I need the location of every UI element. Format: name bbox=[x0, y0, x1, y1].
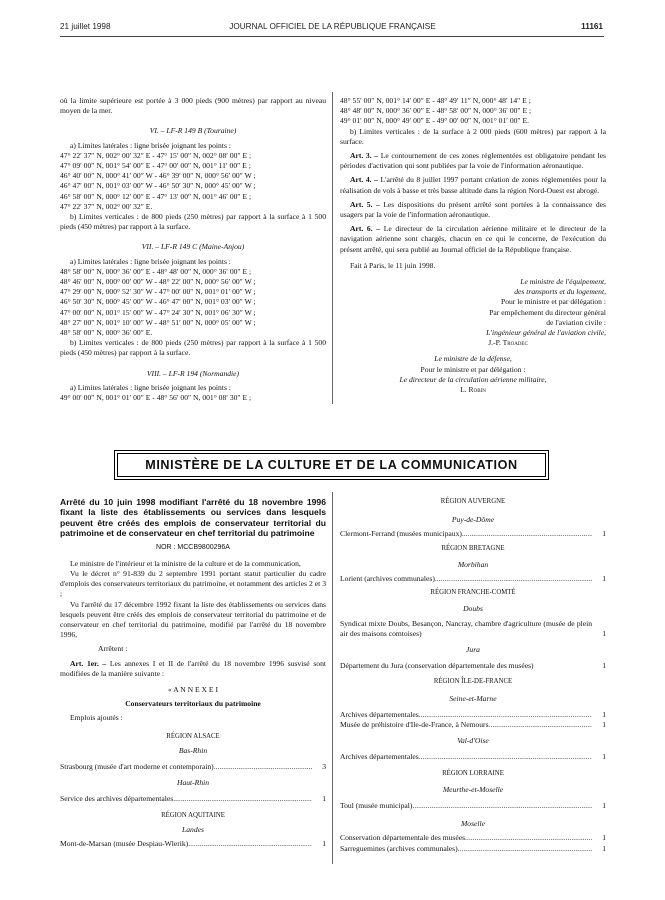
zone-vi-title: VI. – LF-R 149 B (Touraine) bbox=[149, 126, 237, 136]
zone-viii-coord: 49° 01′ 00″ N, 000° 49′ 00″ E - 49° 00′ 00″ N, 001° 01′ 00″ E. bbox=[340, 116, 530, 126]
item-count: 1 bbox=[602, 529, 606, 539]
preamble-ministers: Le ministre de l'intérieur et la ministre de la culture et de la communication, bbox=[70, 558, 301, 568]
item-count: 1 bbox=[322, 794, 326, 804]
item-label: Clermont-Ferrand (musées municipaux) bbox=[340, 529, 462, 539]
zone-viii-coord: 48° 55′ 00″ N, 001° 14′ 00″ E - 48° 49′ 11″ N, 000° 48′ 14″ E ; bbox=[340, 96, 531, 105]
dot-leader bbox=[435, 574, 592, 584]
zone-vii-coord: 47° 29′ 00″ N, 000° 52′ 30″ W - 47° 00′ 00″ N, 001° 01′ 00″ W ; bbox=[60, 287, 256, 297]
ministry-banner bbox=[117, 453, 546, 477]
dot-leader bbox=[465, 833, 592, 843]
departement-heading: Landes bbox=[182, 824, 204, 834]
zone-vii-coord: 46° 50′ 30″ N, 000° 45′ 00″ W - 46° 47′ 00″ N, 001° 03′ 00″ W ; bbox=[60, 297, 256, 307]
zone-vii-coord: 48° 46′ 00″ N, 000° 00′ 00″ W - 48° 22′ 00″ N, 000° 56′ 00″ W ; bbox=[60, 277, 256, 287]
article-1-label: Art. 1er. – bbox=[70, 658, 107, 668]
zone-vii-coord: 48° 58′ 00″ N, 000° 36′ 00″ E - 48° 48′ 00″ N, 000° 36′ 00″ E ; bbox=[60, 266, 252, 276]
list-item bbox=[340, 619, 606, 639]
article-5-label: Art. 5. – bbox=[350, 199, 380, 209]
list-item bbox=[340, 720, 606, 730]
item-count: 1 bbox=[602, 574, 606, 584]
signature-line: Pour le ministre et par délégation : bbox=[420, 364, 526, 374]
departement-heading: Moselle bbox=[460, 819, 486, 829]
signature-line: Le ministre de la défense, bbox=[434, 354, 512, 364]
zone-viii-coord: 49° 00′ 00″ N, 001° 01′ 00″ E - 48° 56′ 00″ N, 001° 08′ 30″ E ; bbox=[60, 393, 252, 403]
item-label: Toul (musée municipal) bbox=[340, 801, 413, 811]
departement-heading: Haut-Rhin bbox=[176, 778, 210, 788]
signature-line: L'ingénieur général de l'aviation civile, bbox=[486, 328, 606, 338]
item-label: Sarreguemines (archives communales) bbox=[340, 843, 458, 853]
item-count: 1 bbox=[322, 839, 326, 849]
region-heading: RÉGION FRANCHE-COMTÉ bbox=[430, 589, 516, 597]
signatory-name: J.-P. Troadec bbox=[488, 338, 528, 348]
header-page-number: 11161 bbox=[581, 22, 603, 31]
list-item bbox=[340, 710, 606, 720]
zone-vii-coord: 48° 27′ 00″ N, 001° 10′ 00″ W - 48° 51′ 00″ N, 000° 05′ 00″ W ; bbox=[60, 317, 256, 327]
top-left-column bbox=[60, 96, 326, 403]
header-title: JOURNAL OFFICIEL DE LA RÉPUBLIQUE FRANÇAISE bbox=[229, 22, 436, 31]
item-label: Mont-de-Marsan (musée Despiau-Wlerik) bbox=[60, 839, 189, 849]
departement-heading: Bas-Rhin bbox=[178, 745, 208, 755]
list-item bbox=[340, 661, 606, 671]
list-item bbox=[60, 794, 326, 804]
departement-heading: Jura bbox=[466, 645, 480, 655]
zone-vi-coord: 46° 47′ 00″ N, 001° 03′ 00″ W - 46° 50′ 30″ N, 000° 45′ 00″ W ; bbox=[60, 181, 256, 191]
preamble-vu-decret: Vu le décret n° 91-839 du 2 septembre 1991 portant statut particulier du cadre d'emplois des conservateurs territoriaux du patrimoine, et notamment des articles 2 et 3 ; bbox=[60, 569, 326, 599]
top-column-divider bbox=[332, 92, 333, 404]
item-label: Musée de préhistoire d'Ile-de-France, à Nemours bbox=[340, 720, 489, 730]
zone-vii-coord: 47° 00′ 00″ N, 001° 15′ 00″ W - 47° 24′ 30″ N, 001° 06′ 30″ W ; bbox=[60, 307, 256, 317]
annexe-subheading: Conservateurs territoriaux du patrimoine bbox=[125, 699, 261, 709]
dot-leader bbox=[188, 839, 312, 849]
intro-paragraph: où la limite supérieure est portée à 3 000 pieds (900 mètres) par rapport au niveau moyen de la mer. bbox=[60, 96, 326, 116]
article-4-label: Art. 4. – bbox=[350, 175, 378, 185]
header-rule bbox=[60, 36, 604, 37]
article-1 bbox=[60, 659, 326, 679]
top-right-column bbox=[340, 96, 606, 395]
zone-vi-coord: 46° 40′ 00″ N, 000° 41′ 00″ W - 46° 39′ 00″ N, 000° 56′ 00″ W ; bbox=[60, 171, 256, 181]
region-heading: RÉGION BRETAGNE bbox=[441, 544, 505, 552]
dot-leader bbox=[419, 710, 592, 720]
list-item bbox=[340, 574, 606, 584]
departement-heading: Doubs bbox=[463, 604, 483, 614]
article-4-text: L'arrêté du 8 juillet 1997 portant création de zones réglementées pour la réalisation de vols à basse et très basse altitude dans la région Nord-Ouest est abrogé. bbox=[340, 175, 606, 195]
dot-leader bbox=[214, 762, 312, 772]
zone-vi-lateral: a) Limites latérales : ligne brisée joignant les points : bbox=[70, 140, 231, 150]
item-count: 1 bbox=[602, 833, 606, 843]
departement-heading: Seine-et-Marne bbox=[449, 693, 497, 703]
emplois-label: Emplois ajoutés : bbox=[70, 713, 123, 723]
place-date: Fait à Paris, le 11 juin 1998. bbox=[350, 260, 436, 270]
item-label: Syndicat mixte Doubs, Besançon, Nancray, chambre d'agriculture (musée de plein air des maisons comtoises) bbox=[340, 618, 592, 638]
zone-vii-lateral: a) Limites latérales : ligne brisée joignant les points : bbox=[70, 256, 231, 266]
item-label: Conservation départementale des musées bbox=[340, 833, 466, 843]
zone-vi-coord: 46° 58′ 00″ N, 000° 12′ 00″ E - 47° 13′ 00″ N, 001° 46′ 00″ E ; bbox=[60, 191, 252, 201]
zone-viii-lateral: a) Limites latérales : ligne brisée joignant les points : bbox=[70, 382, 231, 392]
list-item bbox=[60, 762, 326, 772]
signature-line: des transports et du logement, bbox=[514, 287, 606, 297]
item-label: Archives départementales bbox=[340, 709, 419, 719]
item-label: Archives départementales bbox=[340, 752, 419, 762]
region-heading: RÉGION AQUITAINE bbox=[161, 811, 225, 819]
item-count: 1 bbox=[602, 843, 606, 853]
zone-vii-coord: 48° 58′ 00″ N, 000° 36′ 00″ E. bbox=[60, 328, 153, 338]
item-label: Lorient (archives communales) bbox=[340, 574, 435, 584]
article-6-label: Art. 6. – bbox=[350, 224, 381, 234]
region-heading: RÉGION ÎLE-DE-FRANCE bbox=[433, 678, 513, 686]
item-count: 1 bbox=[602, 628, 606, 638]
signature-line: Par empêchement du directeur général bbox=[489, 307, 606, 317]
item-label: Département du Jura (conservation départementale des musées) bbox=[340, 661, 534, 671]
dot-leader bbox=[462, 529, 592, 539]
dot-leader bbox=[458, 844, 592, 854]
article-4 bbox=[340, 175, 606, 195]
article-1-text: Les annexes I et II de l'arrêté du 18 novembre 1996 susvisé sont modifiées de la manière suivante : bbox=[60, 658, 326, 678]
departement-heading: Meurthe-et-Moselle bbox=[442, 784, 504, 794]
list-item bbox=[340, 833, 606, 843]
zone-vi-coord: 47° 22′ 37″ N, 002° 00′ 32″ E - 47° 15′ 00″ N, 002° 08′ 00″ E ; bbox=[60, 150, 252, 160]
article-5-text: Les dispositions du présent arrêté sont portées à la connaissance des usagers par la voie de l'information aéronautique. bbox=[340, 199, 606, 220]
item-count: 3 bbox=[322, 762, 326, 772]
list-item bbox=[340, 529, 606, 539]
item-label: Strasbourg (musée d'art moderne et contemporain) bbox=[60, 762, 214, 772]
preamble-vu-arrete: Vu l'arrêté du 17 décembre 1992 fixant la liste des établissements ou services dans lesquels peuvent être créés des emplois de conservateur territorial du patrimoine et de conservateur en chef territorial du patrimoine, modifié par l'arrêté du 18 novembre 1996, bbox=[60, 599, 326, 640]
zone-vii-title: VII. – LF-R 149 C (Maine-Anjou) bbox=[141, 242, 245, 252]
signatory-name: L. Robin bbox=[460, 385, 486, 395]
zone-vi-coord: 47° 09′ 00″ N, 001° 54′ 00″ E - 47° 00′ 00″ N, 001° 11′ 00″ E ; bbox=[60, 161, 251, 171]
article-6 bbox=[340, 224, 606, 255]
zone-viii-coord: 48° 48′ 00″ N, 000° 36′ 00″ E - 48° 58′ 00″ N, 000° 36′ 00″ E ; bbox=[340, 106, 532, 116]
article-3-text: Le contournement de ces zones réglementées est obligatoire pendant les périodes d'activation qui sont publiées par la voie de l'information aéronautique. bbox=[340, 151, 607, 171]
departement-heading: Morbihan bbox=[457, 559, 489, 569]
bottom-right-column bbox=[340, 497, 606, 854]
header-date: 21 juillet 1998 bbox=[60, 22, 111, 31]
dot-leader bbox=[173, 794, 312, 804]
signature-line: Le directeur de la circulation aérienne militaire, bbox=[399, 374, 547, 384]
item-count: 1 bbox=[602, 661, 606, 671]
departement-heading: Puy-de-Dôme bbox=[451, 515, 495, 525]
zone-vi-vertical: b) Limites verticales : de 800 pieds (250 mètres) par rapport à la surface à 1 500 pieds (450 mètres) par rapport à la surface. bbox=[60, 212, 326, 232]
dot-leader bbox=[419, 752, 592, 762]
zone-vi-coord: 47° 22′ 37″ N, 002° 00′ 32″ E. bbox=[60, 201, 153, 211]
bottom-left-column bbox=[60, 497, 326, 849]
dot-leader bbox=[412, 801, 592, 811]
arretent: Arrêtent : bbox=[98, 644, 128, 654]
dot-leader bbox=[489, 720, 592, 730]
signature-line: de l'aviation civile : bbox=[546, 317, 606, 327]
item-count: 1 bbox=[602, 720, 606, 730]
nor-reference: NOR : MCCB9800296A bbox=[156, 543, 230, 551]
item-count: 1 bbox=[602, 752, 606, 762]
region-heading: RÉGION LORRAINE bbox=[442, 769, 504, 777]
article-6-text: Le directeur de la circulation aérienne militaire et le directeur de la navigation aérienne sont chargés, chacun en ce qui le concerne, de l'exécution du présent arrêté, qui sera publié au Journal officiel de la République française. bbox=[340, 224, 606, 254]
article-5 bbox=[340, 200, 606, 220]
signature-line: Le ministre de l'équipement, bbox=[520, 277, 606, 287]
bottom-column-divider bbox=[332, 492, 333, 864]
annexe-heading: « A N N E X E I bbox=[168, 685, 218, 695]
zone-viii-title: VIII. – LF-R 194 (Normandie) bbox=[146, 368, 240, 378]
list-item bbox=[340, 801, 606, 811]
region-heading: RÉGION AUVERGNE bbox=[440, 498, 506, 505]
article-3 bbox=[340, 151, 606, 171]
ministry-title: MINISTÈRE DE LA CULTURE ET DE LA COMMUNICATION bbox=[145, 458, 518, 472]
item-count: 1 bbox=[602, 801, 606, 811]
region-heading: RÉGION ALSACE bbox=[166, 732, 220, 740]
zone-viii-vertical: b) Limites verticales : de la surface à 2 000 pieds (600 mètres) par rapport à la surface. bbox=[340, 126, 606, 146]
item-count: 1 bbox=[602, 709, 606, 719]
zone-vii-vertical: b) Limites verticales : de 800 pieds (250 mètres) par rapport à la surface à 1 500 pieds (450 mètres) par rapport à la surface. bbox=[60, 338, 326, 358]
list-item bbox=[60, 839, 326, 849]
item-label: Service des archives départementales bbox=[60, 794, 174, 804]
departement-heading: Val-d'Oise bbox=[457, 736, 489, 746]
signature-line: Pour le ministre et par délégation : bbox=[500, 297, 606, 307]
decree-title: Arrêté du 10 juin 1998 modifiant l'arrêté du 18 novembre 1996 fixant la liste des établissements ou services dans lesquels peuvent être créés des emplois de conservateur territorial du patrimoine et de conservateur en chef territorial du patrimoine bbox=[60, 497, 326, 539]
article-3-label: Art. 3. – bbox=[350, 151, 379, 161]
list-item bbox=[340, 752, 606, 762]
list-item bbox=[340, 844, 606, 854]
